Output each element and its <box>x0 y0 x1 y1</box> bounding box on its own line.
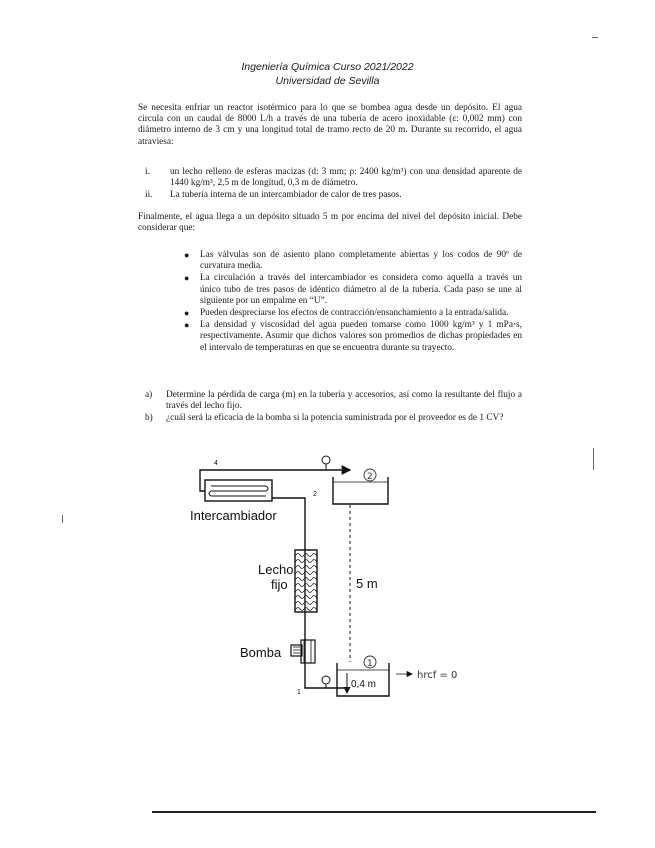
item-text: un lecho relleno de esferas macizas (d: 3 mm; ρ: 2400 kg/m³) con una densidad aparente de 1440 kg/m³, 2,5 m de longitud, 0,3 m de diámetro. <box>170 167 522 189</box>
handwritten-circle-mark <box>364 656 376 669</box>
intro-paragraph: Se necesita enfriar un reactor isotérmico para lo que se bombea agua desde un depósito. El agua circula con un caudal de 8000 L/h a través de una tubería de acero inoxidable (ε: 0,002 mm) con diámetro interno de 3 cm y una longitud total de tramo recto de 20 m. Durante su recorrido, el agua atraviesa: <box>138 103 522 147</box>
bed-label-line1: Lecho <box>258 562 294 577</box>
scan-mark <box>593 448 594 470</box>
height-label: 5 m <box>356 576 378 591</box>
item-text: La tubería interna de un intercambiador de calor de tres pasos. <box>170 190 402 201</box>
course-title: Ingeniería Química Curso 2021/2022 <box>241 61 414 73</box>
handwritten-annotation: hrcf = 0 <box>417 670 458 681</box>
pump-label: Bomba <box>240 645 282 660</box>
bed-label-line2: fijo <box>271 577 288 592</box>
point-label: 4 <box>214 460 218 467</box>
item-text: La circulación a través del intercambiador es considera como aquella a través un único tubo de tres pasos de idéntico diámetro al de la tubería. Cada paso se une al siguiente por un empalme en “U”. <box>200 273 522 306</box>
item-number: i. <box>145 167 150 177</box>
question-text: Determine la pérdida de carga (m) en la tubería y accesorios, así como la resultante del flujo a través del lecho fijo. <box>166 390 522 412</box>
final-paragraph: Finalmente, el agua llega a un depósito situado 5 m por encima del nivel del depósito inicial. Debe considerar que: <box>138 212 522 234</box>
item-text: Pueden despreciarse los efectos de contracción/ensanchamiento a la entrada/salida. <box>200 308 509 319</box>
point-label: 2 <box>313 491 317 498</box>
point-label: 1 <box>297 689 301 696</box>
question-letter: a) <box>145 390 153 400</box>
question-text: ¿cuál será la eficacia de la bomba si la potencia suministrada por el proveedor es de 1 CV? <box>166 413 504 424</box>
item-number: ii. <box>145 190 153 201</box>
valve-icon <box>322 456 330 470</box>
bottom-rule <box>152 811 596 813</box>
heat-exchanger <box>205 480 272 501</box>
upper-tank <box>333 477 388 504</box>
valve-icon <box>322 676 330 688</box>
scan-mark <box>62 515 63 523</box>
handwritten-circle-mark <box>364 469 376 482</box>
svg-text:2: 2 <box>367 472 373 482</box>
bullet-icon: ● <box>184 250 190 260</box>
small-height-label: 0,4 m <box>351 679 377 690</box>
item-text: Las válvulas son de asiento plano completamente abiertas y los codos de 90º de curvatura media. <box>200 250 522 272</box>
scan-mark <box>592 37 598 38</box>
exchanger-label: Intercambiador <box>190 508 277 523</box>
bullet-icon: ● <box>184 273 190 284</box>
svg-text:1: 1 <box>367 659 373 669</box>
bullet-icon: ● <box>184 320 190 331</box>
packed-bed <box>295 550 317 612</box>
question-letter: b) <box>145 413 153 424</box>
item-text: La densidad y viscosidad del agua pueden tomarse como 1000 kg/m³ y 1 mPa·s, respectivamente. Asumir que dichos valores son promedios de dichas propiedades en el intervalo de temperaturas en que se encuentra durante su trayecto. <box>200 320 522 353</box>
pump-icon <box>291 640 315 663</box>
bullet-icon: ● <box>184 308 190 319</box>
university-name: Universidad de Sevilla <box>275 75 380 87</box>
